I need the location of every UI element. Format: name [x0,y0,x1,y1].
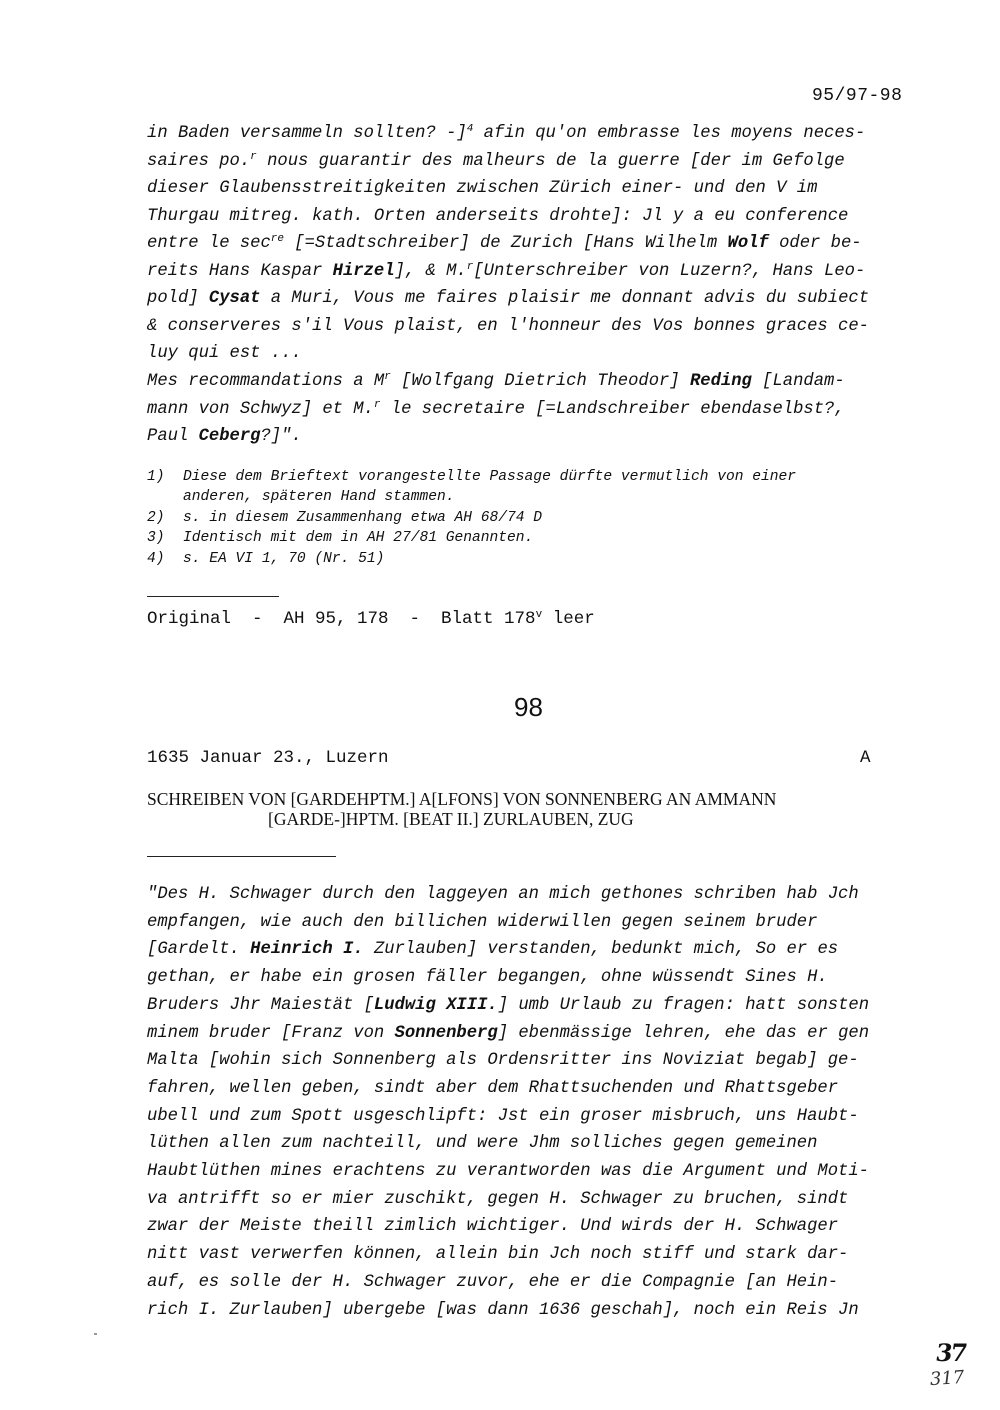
folio-stamp: 37 [933,1338,968,1367]
text-line: fahren, wellen geben, sindt aber dem Rhattsuchenden und Rhattsgeber [147,1078,839,1098]
text-line: empfangen, wie auch den billichen widerwillen gegen seinem bruder [147,912,818,932]
page-reference: 95/97-98 [812,86,903,106]
text-line: Thurgau mitreg. kath. Orten anderseits drohte]: Jl y a eu conference [147,206,849,226]
document-number: 98 [514,692,543,722]
text-line: minem bruder [Franz von Sonnenberg] ebenmässige lehren, ehe das er gen [147,1023,870,1043]
separator-rule [147,596,279,597]
date-place: 1635 Januar 23., Luzern [147,748,389,768]
text-line: reits Hans Kaspar Hirzel], & M.$^r$[Unterschreiber von Luzern?, Hans Leo- [147,261,866,281]
text-line: dieser Glaubensstreitigkeiten zwischen Zürich einer- und den V im [147,179,818,198]
folio-handwritten-number: 317 [929,1366,966,1391]
text-line: zwar der Meiste theill zimlich wichtiger. Und wirds der H. Schwager [147,1217,839,1237]
text-line: [Gardelt. Heinrich I. Zurlauben] verstanden, bedunkt mich, So er es [147,940,839,960]
text-line: "Des H. Schwager durch den laggeyen an mich gethones schriben hab Jch [147,885,859,904]
text-line: ubell und zum Spott usgeschlipft: Jst ein groser misbruch, uns Haubt- [147,1106,859,1126]
text-line: lüthen allen zum nachteill, und were Jhm solliches gegen gemeinen [147,1134,818,1154]
document-title-line-2: [GARDE-]HPTM. [BEAT II.] ZURLAUBEN, ZUG [268,809,634,829]
text-line: & conserveres s'il Vous plaist, en l'honneur des Vos bonnes graces ce- [147,316,869,336]
document-mark: A [860,748,871,768]
source-note: Original - AH 95, 178 - Blatt 178$^v$ leer [147,609,595,629]
text-line: Bruders Jhr Maiestät [Ludwig XIII.] umb Urlaub zu fragen: hatt sonsten [147,995,870,1015]
text-line: mann von Schwyz] et M.$^r$ le secretaire [=Landschreiber ebendaselbst?, [147,399,845,419]
text-line: va antrifft so er mier zuschikt, gegen H. Schwager zu bruchen, sindt [147,1189,849,1209]
text-line: entre le $\sec^{re}$ [=Stadtschreiber] de Zurich [Hans Wilhelm Wolf oder be- [147,234,862,253]
separator-rule [147,856,336,857]
document-title-line-1: SCHREIBEN VON [GARDEHPTM.] A[LFONS] VON SONNENBERG AN AMMANN [147,789,777,809]
scan-speck [94,1333,97,1335]
text-line: rich I. Zurlauben] ubergebe [was dann 1636 geschah], noch ein Reis Jn [147,1300,859,1320]
text-line: Haubtlüthen mines erachtens zu verantworden was die Argument und Moti- [147,1162,869,1181]
text-line: Mes recommandations a $M^r$ [Wolfgang Dietrich Theodor] Reding [Landam- [147,372,845,391]
text-line: Malta [wohin sich Sonnenberg als Ordensritter ins Noviziat begab] ge- [147,1051,859,1071]
text-line: Paul Ceberg?]". [147,427,302,446]
document-page: 95/97-98 in Baden versammeln sollten? -]$^4$ afin qu'on embrasse les moyens neces- saires po.$^r$ nous guarantir des malheurs de la guerre [der im Gefolge dieser Glaubensstreitigkeiten zwischen Zürich einer- und den V im Thurgau mitreg. kath. Orten anderseits drohte]: Jl y a eu conference entre le $\sec^{re}$ [=Stadtschreiber] de Zurich [Hans Wilhelm Wolf oder be- reits Hans Kaspar Hirzel], & M.$^r$[Unterschreiber von Luzern?, Hans Leo- pold] Cysat a Muri, Vous me faires plaisir me donnant advis du subiect & conserveres s'il Vous plaist, en l'honneur des Vos bonnes graces ce- luy qui est ... Mes recommandations a $M^r$ [Wolfgang Dietrich Theodor] Reding [Landam- mann von Schwyz] et M.$^r$ le secretaire [=Landschreiber ebendaselbst?, Paul Ceberg?]". 1) Diese dem Brieftext vorangestellte Passage dürfte vermutlich von einer anderen, späteren Hand stammen. 2) s. in diesem Zusammenhang etwa AH 68/74 D 3) Identisch mit dem in AH 27/81 Genannten. 4) s. EA VI 1, 70 (Nr. 51) Original - AH 95, 178 - Blatt 178$^v$ leer 98 1635 Januar 23., Luzern A SCHREIBEN VON [GARDEHPTM.] A[LFONS] VON SONNENBERG AN AMMANN [GARDE-]HPTM. [BEAT II.] ZURLAUBEN, ZUG "Des H. Schwager durch den laggeyen an mich gethones schriben hab Jch empfangen, wie auch den billichen widerwillen gegen seinem bruder [Gardelt. Heinrich I. Zurlauben] verstanden, bedunkt mich, So er es gethan, er habe ein grosen fäller begangen, ohne wüssendt Sines H. Bruders Jhr Maiestät [Ludwig XIII.] umb Urlaub zu fragen: hatt sonsten minem bruder [Franz von Sonnenberg] ebenmässige lehren, ehe das er gen Malta [wohin sich Sonnenberg als Ordensritter ins Noviziat begab] ge- fahren, wellen geben, sindt aber dem Rhattsuchenden und Rhattsgeber ubell und zum Spott usgeschlipft: Jst ein groser misbruch, uns Haubt- lüthen allen zum nachteill, und were Jhm solliches gegen gemeinen Haubtlüthen mines erachtens zu verantworden was die Argument und Moti- va antrifft so er mier zuschikt, gegen H. Schwager zu bruchen, sindt zwar der Meiste theill zimlich wichtiger. Und wirds der H. Schwager nitt vast verwerfen können, allein bin Jch noch stiff und stark dar- auf, es solle der H. Schwager zuvor, ehe er die Compagnie [an Hein- rich I. Zurlauben] ubergebe [was dann 1636 geschah], noch ein Reis Jn 37 317 [0,0,1000,1410]
text-line: in Baden versammeln sollten? -]$^4$ afin qu'on embrasse les moyens neces- [147,124,866,143]
text-line: pold] Cysat a Muri, Vous me faires plaisir me donnant advis du subiect [147,289,870,308]
text-line: gethan, er habe ein grosen fäller begangen, ohne wüssendt Sines H. [147,968,828,988]
text-line: nitt vast verwerfen können, allein bin Jch noch stiff und stark dar- [147,1245,849,1265]
text-line: saires po.$^r$ nous guarantir des malheurs de la guerre [der im Gefolge [147,151,845,171]
text-line: auf, es solle der H. Schwager zuvor, ehe er die Compagnie [an Hein- [147,1272,839,1292]
text-line: luy qui est ... [147,344,302,363]
